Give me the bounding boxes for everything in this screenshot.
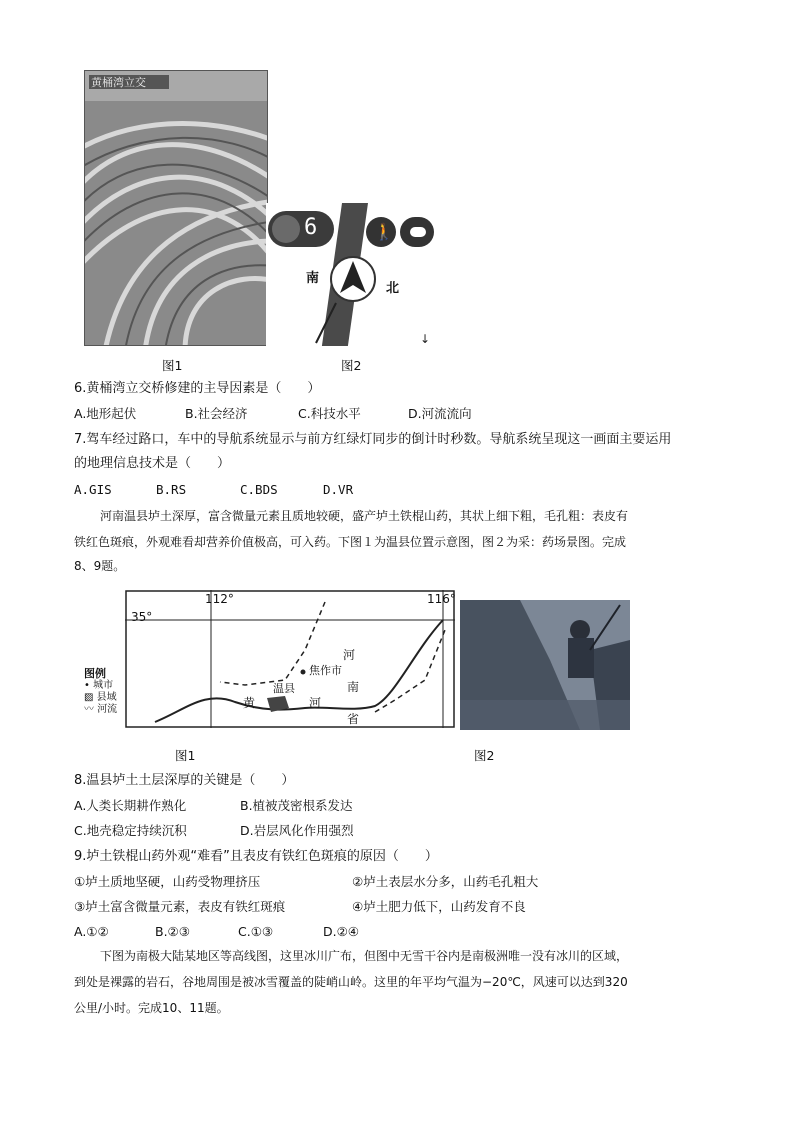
- passage2-line2: 到处是裸露的岩石，谷地周围是被冰雪覆盖的陡峭山岭。这里的年平均气温为−20℃，风速可以达到320: [74, 975, 628, 989]
- legend-county-row: [84, 692, 117, 704]
- legend-river-row: [84, 704, 117, 716]
- navigation-screen: [266, 203, 436, 346]
- passage2-line1: 下图为南极大陆某地区等高线图，这里冰川广布，但图中无雪干谷内是南极洲唯一没有冰川的区域，: [100, 949, 629, 963]
- label-he-2: 河: [309, 696, 322, 710]
- county-hatch-icon: ▨: [84, 692, 97, 703]
- longitude-116: 116°: [427, 592, 456, 606]
- q6-option-a: A.地形起伏: [74, 406, 137, 421]
- q9-item-2: ②垆土表层水分多，山药毛孔粗大: [352, 874, 539, 889]
- q9-item-1: ①垆土质地坚硬，山药受物理挤压: [74, 874, 261, 889]
- label-wenxian: 温县: [273, 682, 295, 695]
- fig1-caption-top: 图1: [162, 358, 183, 373]
- legend-city-row: [84, 680, 117, 692]
- legend-river: 河流: [97, 704, 118, 715]
- q7-option-a: A.GIS: [74, 482, 112, 497]
- label-jiaozuo: 焦作市: [309, 664, 342, 677]
- fig2-caption-map: 图2: [474, 748, 495, 763]
- q6-stem: 6.黄桶湾立交桥修建的主导因素是（ ）: [74, 381, 321, 396]
- q9-item-4: ④垆土肥力低下，山药发育不良: [352, 899, 526, 914]
- q8-option-d: D.岩层风化作用强烈: [240, 823, 354, 838]
- legend-city: 城市: [93, 680, 114, 691]
- q7-option-d: D.VR: [323, 482, 354, 497]
- label-nan: 南: [347, 680, 360, 694]
- legend-county: 县域: [96, 692, 117, 703]
- passage1-line2: 铁红色斑痕，外观难看却营养价值极高，可入药。下图１为温县位置示意图，图２为采：药场景图。完成: [74, 535, 627, 549]
- q7-stem-line1: 7.驾车经过路口，车中的导航系统显示与前方红绿灯同步的倒计时秒数。导航系统呈现这一画面主要运用: [74, 432, 672, 447]
- passage1-line1: 河南温县垆土深厚，富含微量元素且质地较硬，盛产垆土铁棍山药，其状上细下粗，毛孔粗：表皮有: [100, 509, 629, 523]
- longitude-112: 112°: [205, 592, 234, 606]
- yam-harvest-photo: [460, 600, 630, 730]
- q8-stem: 8.温县垆土土层深厚的关键是（ ）: [74, 773, 295, 788]
- q7-option-b: B.RS: [156, 482, 187, 497]
- legend-title: 图例: [84, 667, 106, 680]
- passage1-line3: 8、9题。: [74, 559, 126, 573]
- label-he-1: 河: [343, 648, 356, 662]
- city-dot-icon: •: [84, 680, 94, 691]
- direction-north: 北: [386, 281, 400, 296]
- latitude-35: 35°: [131, 610, 153, 624]
- q9-option-a: A.①②: [74, 924, 109, 939]
- fig1-caption-map: 图1: [175, 748, 196, 763]
- wenxian-location-map: [125, 590, 455, 728]
- q9-option-b: B.②③: [155, 924, 190, 939]
- pedestrian-icon: 🚶: [374, 222, 394, 241]
- q7-option-c: C.BDS: [240, 482, 278, 497]
- q9-item-3: ③垆土富含微量元素，表皮有铁红斑痕: [74, 899, 286, 914]
- q6-option-c: C.科技水平: [298, 406, 361, 421]
- q9-option-d: D.②④: [323, 924, 360, 939]
- interchange-label: 黄桶湾立交: [91, 76, 146, 89]
- direction-south: 南: [306, 271, 320, 286]
- passage2-line3: 公里/小时。完成10、11题。: [74, 1001, 229, 1015]
- q9-stem: 9.垆土铁棍山药外观“难看”且表皮有铁红色斑痕的原因（ ）: [74, 849, 438, 864]
- fig2-caption-top: 图2: [341, 358, 362, 373]
- q7-stem-line2: 的地理信息技术是（ ）: [74, 456, 231, 471]
- q8-option-a: A.人类长期耕作熟化: [74, 798, 187, 813]
- q8-option-b: B.植被茂密根系发达: [240, 798, 353, 813]
- q6-option-b: B.社会经济: [185, 406, 248, 421]
- label-huang: 黄: [243, 696, 256, 710]
- q8-option-c: C.地壳稳定持续沉积: [74, 823, 187, 838]
- svg-text:↓: ↓: [420, 332, 431, 346]
- countdown-seconds: 6: [304, 215, 318, 240]
- map-legend: [84, 668, 117, 716]
- river-line-icon: 〰: [84, 704, 98, 715]
- q9-option-c: C.①③: [238, 924, 274, 939]
- label-sheng: 省: [347, 712, 360, 726]
- interchange-photo: [84, 70, 268, 346]
- q6-option-d: D.河流流向: [408, 406, 472, 421]
